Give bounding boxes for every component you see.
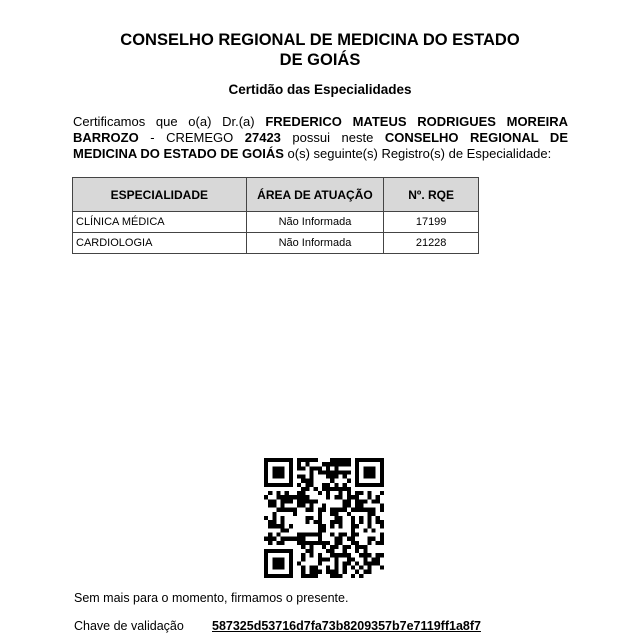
rqe-cell: 21228	[384, 233, 479, 254]
validation-key: 587325d53716d7fa73b8209357b7e7119ff1a8f7	[212, 619, 481, 633]
closing-text: Sem mais para o momento, firmamos o presente.	[74, 591, 349, 605]
validation-label: Chave de validação	[74, 619, 184, 633]
document-subtitle: Certidão das Especialidades	[228, 82, 412, 97]
header-specialty: ESPECIALIDADE	[73, 178, 247, 212]
council-name: CONSELHO REGIONAL DE MEDICINA DO ESTADO DE GOIÁS	[73, 130, 568, 161]
area-cell: Não Informada	[246, 233, 384, 254]
specialties-table	[72, 177, 479, 254]
rqe-cell: 17199	[384, 212, 479, 233]
end-text: o(s) seguinte(s) Registro(s) de Especialidade:	[283, 146, 552, 161]
crm-label: - CREMEGO	[138, 130, 245, 145]
specialty-cell: CARDIOLOGIA	[73, 233, 247, 254]
area-cell: Não Informada	[246, 212, 384, 233]
header-area: ÁREA DE ATUAÇÃO	[246, 178, 384, 212]
council-title-line1: CONSELHO REGIONAL DE MEDICINA DO ESTADO	[120, 31, 520, 49]
table-row	[73, 233, 479, 254]
doctor-name: FREDERICO MATEUS RODRIGUES MOREIRA BARROZO	[73, 114, 568, 145]
certification-paragraph	[73, 114, 568, 162]
table-row	[73, 212, 479, 233]
qr-code	[264, 458, 384, 578]
header-rqe: Nº. RQE	[384, 178, 479, 212]
table-header-row	[73, 178, 479, 212]
intro-text: Certificamos que o(a) Dr.(a)	[73, 114, 255, 129]
mid-text: possui neste	[280, 130, 385, 145]
crm-number: 27423	[244, 130, 281, 145]
council-title-line2: DE GOIÁS	[279, 51, 361, 69]
specialty-cell: CLÍNICA MÉDICA	[73, 212, 247, 233]
qr-modules	[264, 458, 384, 578]
